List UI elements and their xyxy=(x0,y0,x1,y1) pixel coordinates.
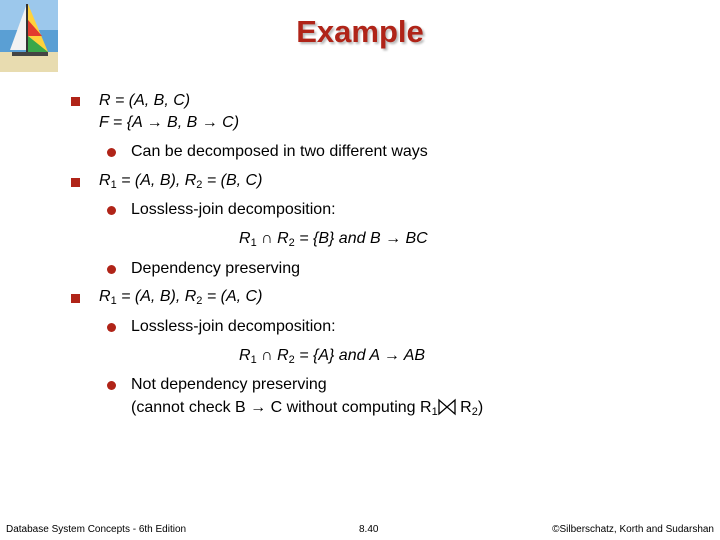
not-dependency-preserving-label: Not dependency preserving xyxy=(131,376,327,393)
decomposition-note: Can be decomposed in two different ways xyxy=(131,143,428,160)
slide-title: Example xyxy=(296,14,424,49)
natural-join-icon xyxy=(438,398,456,416)
footer-left: Database System Concepts - 6th Edition xyxy=(6,524,187,535)
square-bullet-icon xyxy=(71,294,80,303)
square-bullet-icon xyxy=(71,97,80,106)
lossless-join-label-2: Lossless-join decomposition: xyxy=(131,318,336,335)
round-bullet-icon xyxy=(107,381,116,390)
footer-copyright: ©Silberschatz, Korth and Sudarshan xyxy=(552,524,714,535)
footer-page-number: 8.40 xyxy=(359,524,379,535)
round-bullet-icon xyxy=(107,323,116,332)
decomposition-2: $R_1 = (A$, B), $R_2 = (A$, C) xyxy=(99,288,263,307)
dependency-set-f: F = {A → B, B → C) xyxy=(99,114,240,131)
square-bullet-icon xyxy=(71,178,80,187)
dependency-preserving-label: Dependency preserving xyxy=(131,260,300,277)
lossless-join-label-1: Lossless-join decomposition: xyxy=(131,201,336,218)
decomposition-1: $R_1 = (A$, B), $R_2 = (B$, C) xyxy=(99,172,263,191)
round-bullet-icon xyxy=(107,265,116,274)
relation-r: R = (A, B, C) xyxy=(99,92,191,109)
intersection-equation-2: $R_1$ ∩ $R_2 = \{A\}$ and A → AB xyxy=(239,347,426,366)
round-bullet-icon xyxy=(107,148,116,157)
cannot-check-note: (cannot check B → C without computing $R_1$ $R_2$) xyxy=(131,399,484,418)
round-bullet-icon xyxy=(107,206,116,215)
intersection-equation-1: $R_1$ ∩ $R_2 = \{B\}$ and B → BC xyxy=(239,230,428,249)
